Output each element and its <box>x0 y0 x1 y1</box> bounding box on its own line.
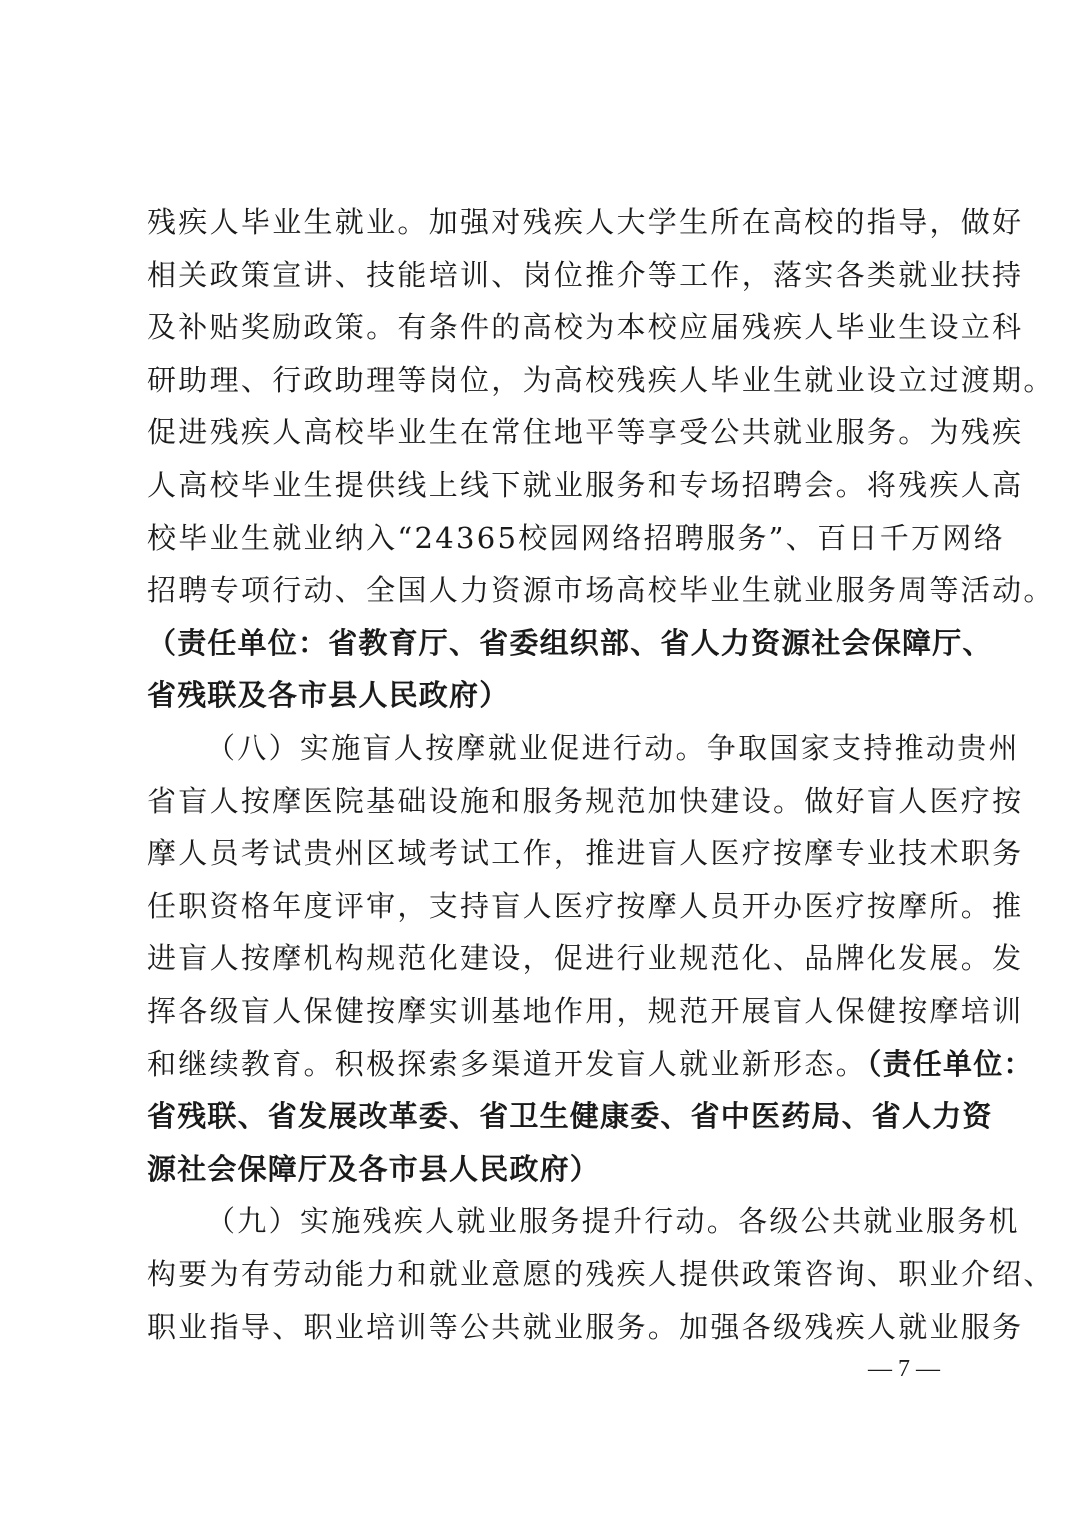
body-text-line: 职业指导、职业培训等公共就业服务。加强各级残疾人就业服务 <box>147 1310 1024 1344</box>
body-text-line: 及补贴奖励政策。有条件的高校为本校应届残疾人毕业生设立科 <box>147 310 1024 344</box>
responsibility-note: （责任单位：省教育厅、省委组织部、省人力资源社会保障厅、 <box>147 626 993 660</box>
section-heading-8: （八）实施盲人按摩就业促进行动。争取国家支持推动贵州 <box>206 731 1020 765</box>
responsibility-note: 省残联及各市县人民政府） <box>147 678 510 712</box>
body-text-line: 招聘专项行动、全国人力资源市场高校毕业生就业服务周等活动。 <box>147 573 1055 607</box>
section-heading-9: （九）实施残疾人就业服务提升行动。各级公共就业服务机 <box>206 1204 1020 1238</box>
body-text-line: 构要为有劳动能力和就业意愿的残疾人提供政策咨询、职业介绍、 <box>147 1257 1055 1291</box>
page-number: — 7 — <box>868 1356 940 1382</box>
body-text-line: 摩人员考试贵州区域考试工作，推进盲人医疗按摩专业技术职务 <box>147 836 1024 870</box>
responsibility-note: 源社会保障厅及各市县人民政府） <box>147 1152 601 1186</box>
body-text-line: 进盲人按摩机构规范化建设，促进行业规范化、品牌化发展。发 <box>147 941 1024 975</box>
body-text-line: 研助理、行政助理等岗位，为高校残疾人毕业生就业设立过渡期。 <box>147 363 1055 397</box>
body-text-line: 挥各级盲人保健按摩实训基地作用，规范开展盲人保健按摩培训 <box>147 994 1024 1028</box>
body-text-line: 省盲人按摩医院基础设施和服务规范加快建设。做好盲人医疗按 <box>147 784 1024 818</box>
body-text-line: 促进残疾人高校毕业生在常住地平等享受公共就业服务。为残疾 <box>147 415 1024 449</box>
responsibility-note: （责任单位： <box>866 1047 1034 1081</box>
body-text-line: 相关政策宣讲、技能培训、岗位推介等工作，落实各类就业扶持 <box>147 258 1024 292</box>
responsibility-note: 省残联、省发展改革委、省卫生健康委、省中医药局、省人力资 <box>147 1099 993 1133</box>
body-text-line: 残疾人毕业生就业。加强对残疾人大学生所在高校的指导，做好 <box>147 205 1024 239</box>
body-text-line: 校毕业生就业纳入“24365校园网络招聘服务”、百日千万网络 <box>147 521 1005 555</box>
body-text-line: 任职资格年度评审，支持盲人医疗按摩人员开办医疗按摩所。推 <box>147 889 1024 923</box>
body-text-segment: 和继续教育。积极探索多渠道开发盲人就业新形态。 <box>147 1047 867 1081</box>
body-text-line: 人高校毕业生提供线上线下就业服务和专场招聘会。将残疾人高 <box>147 468 1024 502</box>
body-text-line <box>147 1044 1034 1084</box>
